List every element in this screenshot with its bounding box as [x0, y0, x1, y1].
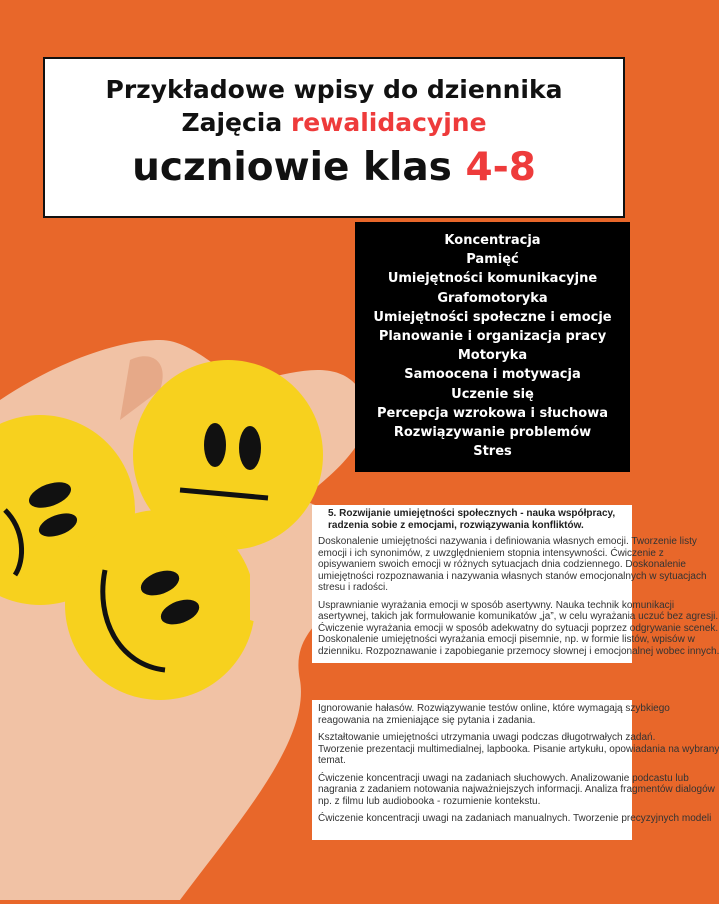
line: Ćwiczenie koncentracji uwagi na zadaniach słuchowych. Analizowanie podcastu lub	[318, 772, 689, 784]
line: umiejętności rozpoznawania i nazywania własnych stanów emocjonalnych w sytuacjach	[318, 570, 707, 582]
line: Ćwiczenie koncentracji uwagi na zadaniach manualnych. Tworzenie precyzyjnych modeli	[318, 813, 712, 824]
line: Ćwiczenie wyrażania emocji w sposób adekwatny do sytuacji poprzez odgrywanie scenek.	[318, 622, 719, 634]
title-box	[43, 57, 625, 218]
topic-item: Planowanie i organizacja pracy	[378, 329, 607, 345]
line: temat.	[318, 755, 346, 766]
topic-item: Umiejętności komunikacyjne	[387, 271, 598, 287]
line: Ignorowanie hałasów. Rozwiązywanie testów online, które wymagają szybkiego	[318, 703, 670, 714]
topic-item: Stres	[473, 444, 512, 460]
title-highlight: rewalidacyjne	[290, 108, 487, 137]
line: dzienniku. Rozpoznawanie i zapobieganie przemocy słownej i emocjonalnej wobec innych.	[318, 645, 719, 657]
line: Kształtowanie umiejętności utrzymania uwagi podczas długotrwałych zadań.	[318, 732, 656, 743]
title-line-1: Przykładowe wpisy do dziennika	[105, 75, 563, 104]
excerpt-paragraph	[318, 732, 719, 767]
topic-item: Percepcja wzrokowa i słuchowa	[377, 405, 608, 421]
topic-item: Rozwiązywanie problemów	[393, 425, 592, 441]
title-line-3	[45, 145, 623, 190]
topic-item: Uczenie się	[451, 386, 534, 402]
grade-range: 4-8	[465, 145, 536, 190]
line: np. z filmu lub audiobooka - rozumienie kontekstu.	[318, 795, 541, 807]
excerpt-heading: 5. Rozwijanie umiejętności społecznych - nauka współpracy, radzenia sobie z emocjami, rozwiązywania konfliktów.	[328, 508, 616, 531]
title-line-2-prefix: Zajęcia	[181, 108, 291, 137]
line: opisywaniem swoich emocji w różnych sytuacjach dnia codziennego. Doskonalenie	[318, 559, 686, 570]
line: Doskonalenie umiejętności nazywania i definiowania własnych emocji. Tworzenie listy	[318, 536, 697, 547]
excerpt-paragraph	[318, 703, 670, 726]
topic-item: Umiejętności społeczne i emocje	[373, 309, 612, 325]
line: stresu i radości.	[318, 582, 389, 593]
title-line-2	[45, 108, 623, 137]
happy-face-emoji	[65, 510, 255, 700]
line: asertywnej, takich jak formułowanie komunikatów „ja”, w celu wyrażania uczuć bez agresji.	[318, 611, 719, 622]
line: nagrania z zadaniem notowania najważniejszych informacji. Analiza fragmentów dialogów	[318, 784, 715, 795]
document-excerpt-2	[312, 700, 719, 840]
excerpt-paragraph	[318, 772, 715, 808]
topic-item: Samoocena i motywacja	[404, 367, 581, 383]
line: Tworzenie prezentacji multimedialnej, lapbooka. Pisanie artykułu, opowiadania na wybrany	[318, 743, 719, 755]
document-excerpt-1	[312, 505, 719, 663]
topic-item: Motoryka	[457, 348, 528, 364]
excerpt-paragraph	[318, 536, 707, 594]
line: Doskonalenie umiejętności wyrażania emocji pisemnie, np. w formie listów, wpisów w	[318, 634, 695, 645]
topic-item: Koncentracja	[444, 233, 541, 248]
line: Usprawnianie wyrażania emocji w sposób asertywny. Nauka technik komunikacji	[318, 599, 675, 611]
excerpt-paragraph	[318, 599, 719, 658]
topics-list	[355, 222, 630, 472]
line: reagowania na zmieniające się pytania i zadania.	[318, 714, 536, 726]
title-line-3-prefix: uczniowie klas	[132, 145, 466, 190]
topic-item: Grafomotoryka	[437, 290, 548, 306]
line: emocji i ich synonimów, z uwzględnieniem stopnia intensywności. Ćwiczenie z	[318, 547, 664, 559]
excerpt-paragraph	[318, 813, 712, 825]
topic-item: Pamięć	[466, 252, 519, 268]
